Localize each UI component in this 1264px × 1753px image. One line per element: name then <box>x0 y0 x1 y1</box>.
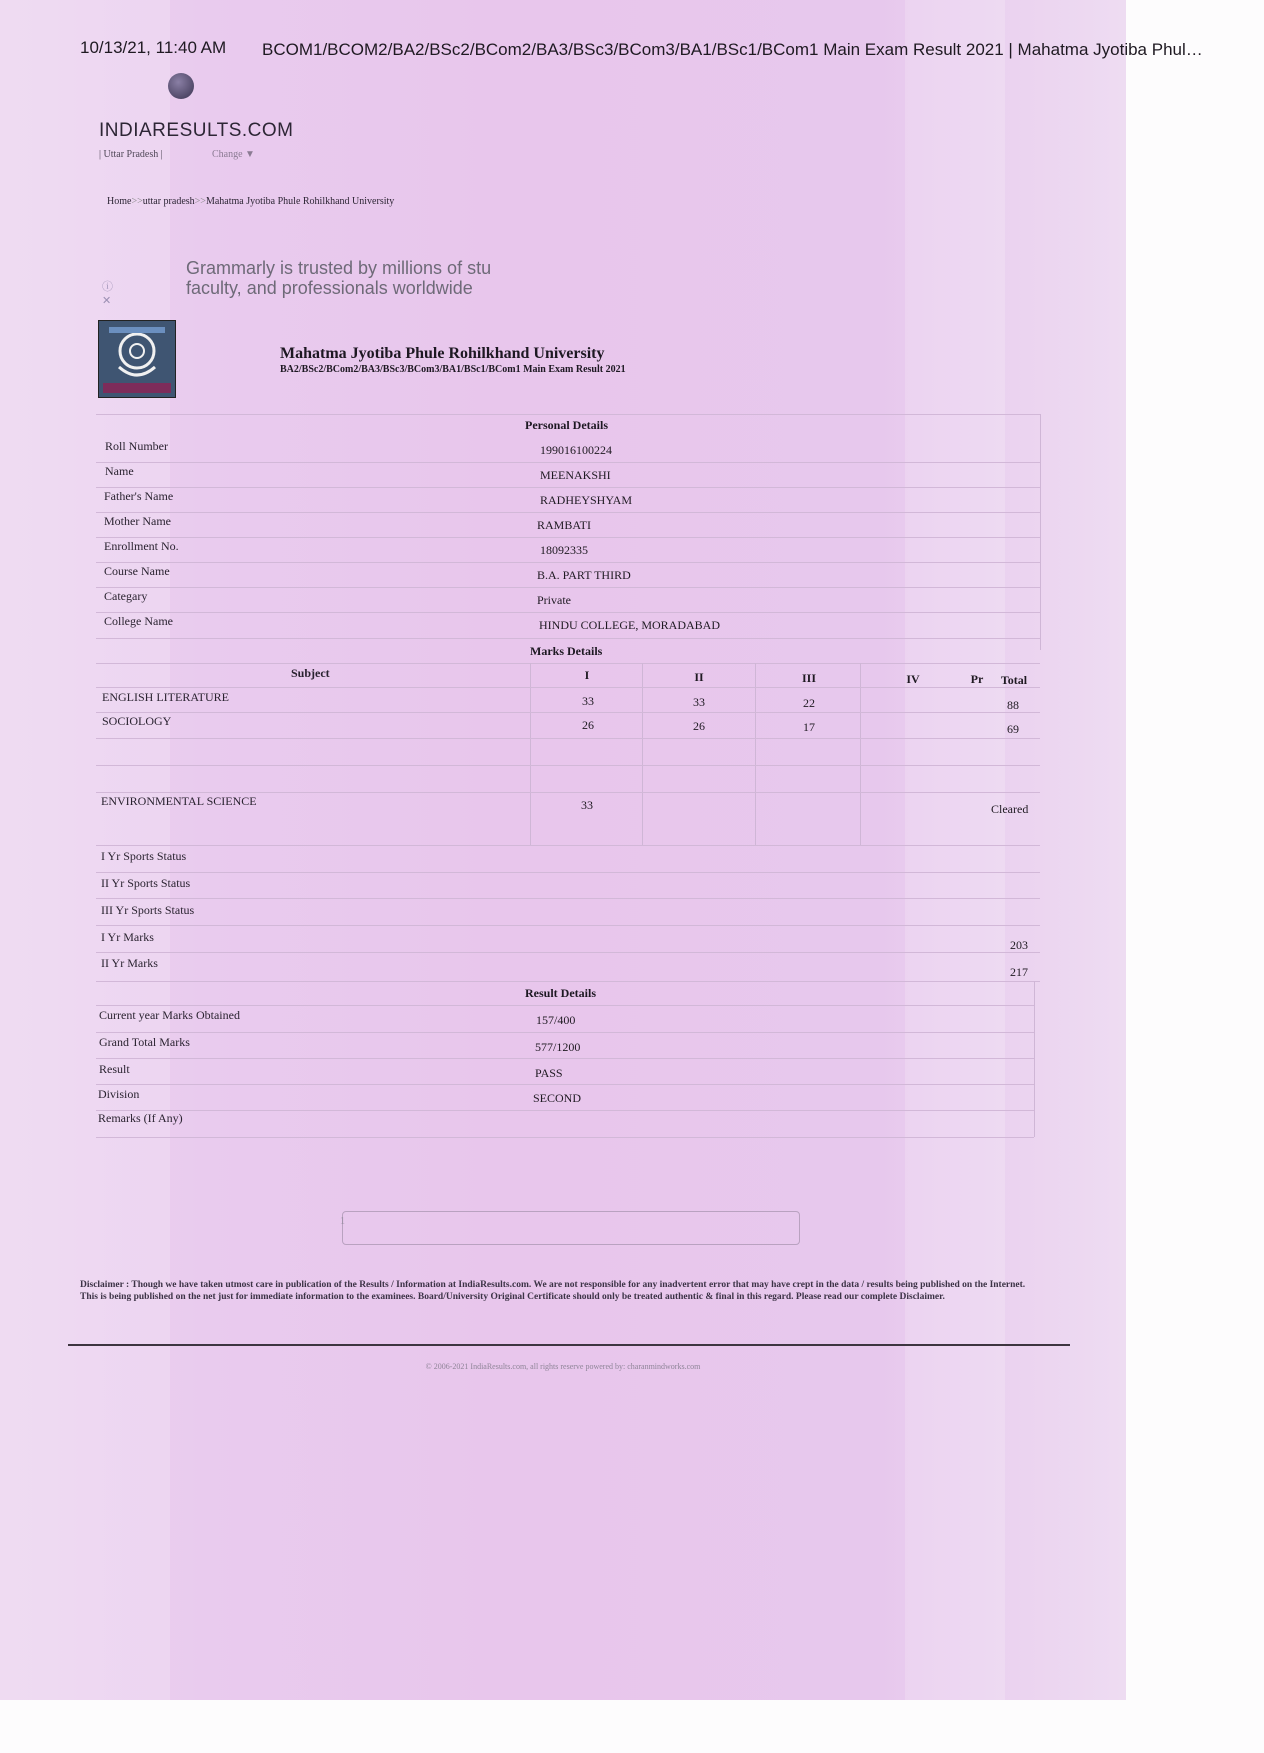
row-divider <box>96 462 1040 463</box>
personal-label: Mother Name <box>104 514 171 528</box>
print-page-title: BCOM1/BCOM2/BA2/BSc2/BCom2/BA3/BSc3/BCom3/BA1/BSc1/BCom1 Main Exam Result 2021 | Mahatma Jyotiba Phul… <box>262 40 1203 59</box>
result-label: Result <box>99 1062 130 1076</box>
result-label: Grand Total Marks <box>99 1035 190 1049</box>
table-top-border <box>96 414 1040 415</box>
row-divider <box>96 1058 1034 1059</box>
site-brand[interactable]: INDIARESULTS.COM <box>99 120 294 141</box>
breadcrumb-sep: >> <box>131 196 143 207</box>
state-label: | Uttar Pradesh | <box>99 149 163 160</box>
col-paper-2: II <box>694 670 704 684</box>
grand-total-value: 577/1200 <box>535 1040 581 1054</box>
breadcrumb <box>107 196 394 207</box>
col-divider <box>642 663 643 845</box>
row-divider <box>96 1005 1034 1006</box>
subject-name: SOCIOLOGY <box>102 714 172 728</box>
row-divider <box>96 562 1040 563</box>
status-label: III Yr Sports Status <box>101 903 195 917</box>
table-right-border <box>1034 981 1035 1137</box>
row-divider <box>96 687 1040 688</box>
breadcrumb-sep: >> <box>194 196 206 207</box>
col-total: Total <box>1000 673 1028 687</box>
ad-line-2: faculty, and professionals worldwide <box>186 278 473 298</box>
row-divider <box>96 712 1040 713</box>
personal-label: Course Name <box>104 564 170 578</box>
subject-name: ENVIRONMENTAL SCIENCE <box>101 794 257 808</box>
row-divider <box>96 487 1040 488</box>
row-divider <box>96 1084 1034 1085</box>
breadcrumb-state[interactable]: uttar pradesh <box>142 196 195 207</box>
breadcrumb-university[interactable]: Mahatma Jyotiba Phule Rohilkhand University <box>205 196 395 207</box>
disclaimer-text: Disclaimer : Though we have taken utmost care in publication of the Results / Information at IndiaResults.com. We are not responsible for any inadvertent error that may have crept in the data / results being published on the Internet. This is being published on the net just for immediate information to the examinees. Board/University Original Certificate should only be treated authentic & final in this regard. Please read our complete Disclaimer. <box>80 1280 1026 1302</box>
paper-1-mark: 26 <box>582 718 594 732</box>
result-value: PASS <box>535 1066 563 1080</box>
course-value: B.A. PART THIRD <box>537 568 631 582</box>
row-divider <box>96 1110 1034 1111</box>
paper-2-mark: 33 <box>693 695 705 709</box>
personal-details-heading: Personal Details <box>525 418 608 432</box>
personal-label: Father's Name <box>104 489 174 503</box>
paper-1-mark: 33 <box>581 798 593 812</box>
result-label: Remarks (If Any) <box>98 1111 183 1125</box>
college-value: HINDU COLLEGE, MORADABAD <box>539 618 720 632</box>
row-divider <box>96 638 1040 639</box>
first-year-marks: 203 <box>1010 938 1028 952</box>
row-divider <box>96 1137 1034 1138</box>
row-divider <box>96 981 1040 982</box>
row-divider <box>96 845 1040 846</box>
row-divider <box>96 925 1040 926</box>
personal-label: Name <box>105 464 134 478</box>
row-divider <box>96 792 1040 793</box>
personal-label: Categary <box>104 589 148 603</box>
subject-total: 88 <box>1007 698 1019 712</box>
ad-controls <box>102 280 113 308</box>
row-divider <box>96 738 1040 739</box>
row-divider <box>96 898 1040 899</box>
row-divider <box>96 587 1040 588</box>
ad-info-icon[interactable]: ⓘ <box>102 281 113 293</box>
site-logo-icon <box>168 73 194 99</box>
breadcrumb-home[interactable]: Home <box>107 196 132 207</box>
name-value: MEENAKSHI <box>540 468 611 482</box>
row-divider <box>96 872 1040 873</box>
university-name: Mahatma Jyotiba Phule Rohilkhand University <box>280 345 605 362</box>
col-divider <box>530 663 531 845</box>
emblem-graphic-icon <box>99 321 175 397</box>
division-value: SECOND <box>533 1091 582 1105</box>
status-label: I Yr Sports Status <box>101 849 187 863</box>
personal-label: College Name <box>104 614 173 628</box>
subject-total: 69 <box>1007 722 1019 736</box>
roll-number-value: 199016100224 <box>540 443 612 457</box>
row-divider <box>96 765 1040 766</box>
col-paper-4: IV <box>906 672 920 686</box>
subject-status: Cleared <box>991 802 1029 816</box>
col-paper-3: III <box>801 671 816 685</box>
status-label: II Yr Sports Status <box>101 876 191 890</box>
footer-copyright: © 2006-2021 IndiaResults.com, all rights reserve powered by: charanmindworks.com <box>425 1362 701 1371</box>
ad-banner[interactable] <box>186 258 491 298</box>
col-practical: Pr <box>970 672 984 686</box>
row-divider <box>96 952 1040 953</box>
exam-title: BA2/BSc2/BCom2/BA3/BSc3/BCom3/BA1/BSc1/BCom1 Main Exam Result 2021 <box>280 364 626 375</box>
result-label: Division <box>98 1087 140 1101</box>
paper-3-mark: 17 <box>803 720 815 734</box>
pagination-box[interactable] <box>342 1211 800 1245</box>
result-details-heading: Result Details <box>525 986 596 1000</box>
footer-divider <box>68 1344 1070 1346</box>
paper-2-mark: 26 <box>693 719 705 733</box>
personal-label: Enrollment No. <box>104 539 179 553</box>
enrollment-value: 18092335 <box>540 543 588 557</box>
pagination-page-number[interactable]: 1 <box>340 1216 345 1227</box>
current-year-marks-value: 157/400 <box>536 1013 576 1027</box>
result-label: Current year Marks Obtained <box>99 1008 240 1022</box>
row-divider <box>96 612 1040 613</box>
marks-details-heading: Marks Details <box>530 644 603 658</box>
col-divider <box>860 663 861 845</box>
mother-name-value: RAMBATI <box>537 518 592 532</box>
father-name-value: RADHEYSHYAM <box>540 493 633 507</box>
row-divider <box>96 1032 1034 1033</box>
category-value: Private <box>537 593 571 607</box>
subject-name: ENGLISH LITERATURE <box>102 690 229 704</box>
paper-3-mark: 22 <box>803 696 815 710</box>
col-paper-1: I <box>584 668 590 682</box>
table-right-border <box>1040 414 1041 650</box>
ad-line-1: Grammarly is trusted by millions of stu <box>186 258 492 278</box>
row-divider <box>96 537 1040 538</box>
change-state-link[interactable]: Change ▼ <box>212 149 255 160</box>
col-divider <box>755 663 756 845</box>
university-emblem <box>98 320 176 398</box>
second-year-marks: 217 <box>1010 965 1028 979</box>
status-label: II Yr Marks <box>101 956 158 970</box>
row-divider <box>96 512 1040 513</box>
row-divider <box>96 663 1040 664</box>
col-subject: Subject <box>291 666 330 680</box>
status-label: I Yr Marks <box>101 930 154 944</box>
personal-label: Roll Number <box>105 439 168 453</box>
print-timestamp: 10/13/21, 11:40 AM <box>80 38 227 57</box>
ad-close-icon[interactable]: ✕ <box>102 295 112 307</box>
paper-1-mark: 33 <box>582 694 594 708</box>
